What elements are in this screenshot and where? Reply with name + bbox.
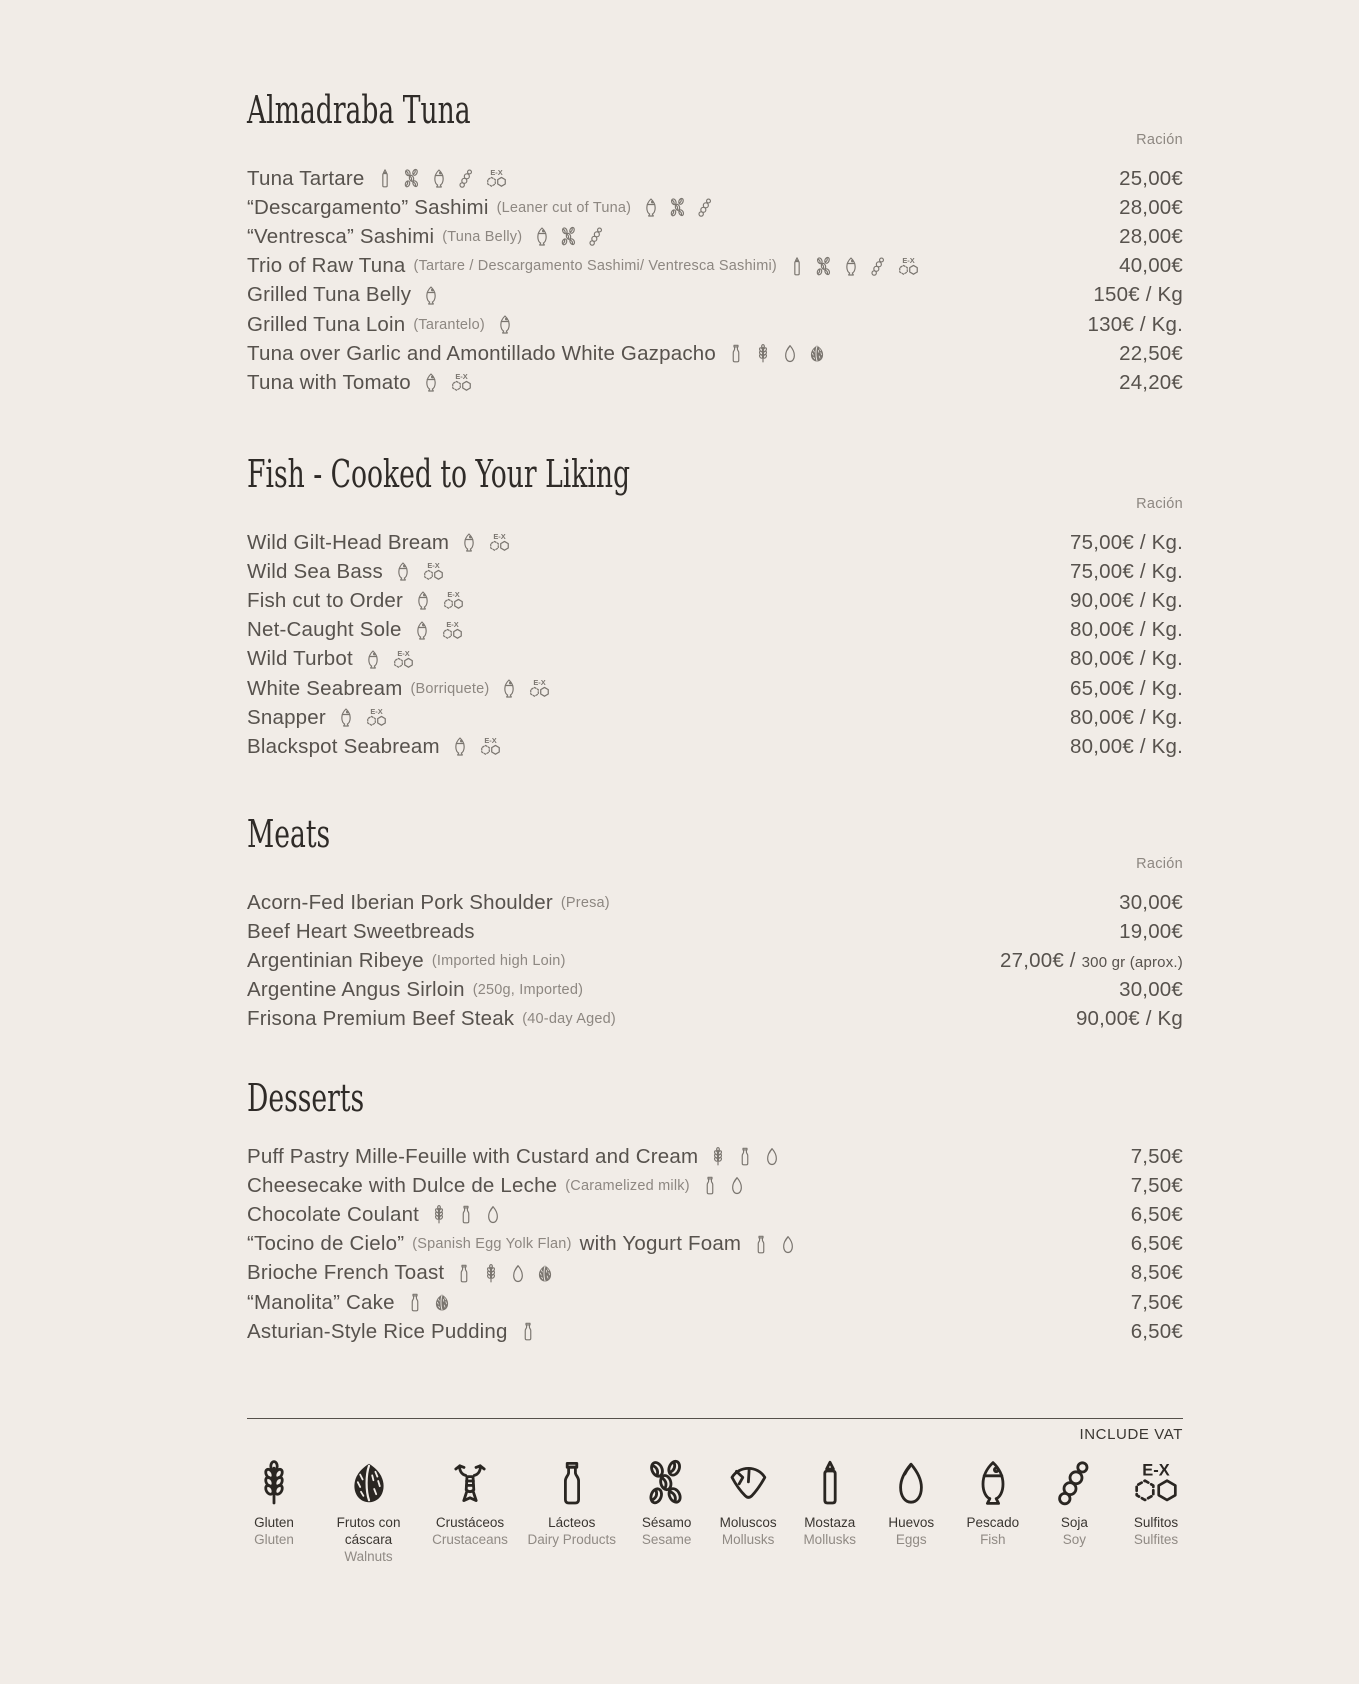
legend-label-en: Sesame (641, 1532, 692, 1547)
item-name: White Seabream (247, 676, 403, 700)
item-name: Fish cut to Order (247, 588, 404, 612)
legend-item-sulfites (1125, 1456, 1187, 1548)
legend-item-mustard (799, 1456, 861, 1548)
allergen-icons (375, 168, 510, 189)
legend-label-es: Lácteos (548, 1515, 596, 1530)
item-price: 75,00€ / Kg. (1070, 559, 1183, 583)
legend-icon-box (1050, 1456, 1098, 1508)
item-price: 80,00€ / Kg. (1070, 647, 1183, 671)
item-price: 75,00€ / Kg. (1070, 530, 1183, 554)
item-name: Asturian-Style Rice Pudding (247, 1319, 508, 1343)
soy-icon (868, 256, 888, 277)
menu-item (247, 310, 1183, 339)
menu-item (247, 703, 1183, 732)
legend-item-soy (1043, 1456, 1105, 1548)
allergen-icons (641, 197, 715, 218)
sulfites-icon (448, 372, 475, 393)
milk-icon (735, 1146, 755, 1167)
item-name: Brioche French Toast (247, 1261, 445, 1285)
item-price: 7,50€ (1130, 1290, 1183, 1314)
menu-item (247, 888, 1183, 917)
item-note: (Presa) (560, 894, 610, 911)
item-note: (Caramelized milk) (565, 1177, 690, 1194)
section-title: Meats (247, 812, 331, 856)
footer-divider (247, 1418, 1183, 1419)
allergen-icons (413, 590, 467, 611)
allergen-legend (243, 1456, 1187, 1565)
fish-icon (336, 707, 356, 728)
menu-item (247, 1005, 1183, 1034)
item-name: “Ventresca” Sashimi (247, 224, 435, 248)
item-price: 6,50€ (1130, 1232, 1183, 1256)
gluten-icon (753, 343, 773, 364)
fish-icon (841, 256, 861, 277)
menu-item (247, 976, 1183, 1005)
item-price: 7,50€ (1130, 1144, 1183, 1168)
section-meats (247, 812, 1183, 1034)
legend-icon-box (1127, 1456, 1185, 1508)
menu-item (247, 1259, 1183, 1288)
fish-icon (363, 649, 383, 670)
allergen-icons (421, 372, 475, 393)
racion-column-header: Ración (1136, 496, 1183, 512)
legend-item-sesame (636, 1456, 698, 1548)
section-title: Almadraba Tuna (247, 88, 471, 132)
legend-label-es: Pescado (966, 1515, 1020, 1530)
mustard-icon (806, 1458, 854, 1508)
milk-icon (456, 1204, 476, 1225)
gluten-icon (481, 1263, 501, 1284)
sulfites-icon (477, 736, 504, 757)
egg-icon (780, 343, 800, 364)
allergen-icons (450, 736, 504, 757)
menu-item (247, 339, 1183, 368)
item-price: 30,00€ (1119, 978, 1183, 1002)
sesame-icon (814, 256, 834, 277)
item-note: (Leaner cut of Tuna) (496, 199, 632, 216)
menu-item (247, 252, 1183, 281)
sesame-icon (643, 1458, 691, 1508)
mustard-icon (375, 168, 395, 189)
menu-item (247, 1171, 1183, 1200)
item-name: Net-Caught Sole (247, 618, 402, 642)
item-name: Tuna Tartare (247, 166, 365, 190)
walnut-icon (535, 1263, 555, 1284)
item-price: 80,00€ / Kg. (1070, 618, 1183, 642)
fish-icon (429, 168, 449, 189)
legend-label-en: Sulfites (1133, 1532, 1179, 1547)
include-vat-note: INCLUDE VAT (1079, 1426, 1183, 1443)
racion-column-header: Ración (1136, 856, 1183, 872)
menu-item (247, 645, 1183, 674)
sulfites-icon (439, 620, 466, 641)
egg-icon (483, 1204, 503, 1225)
menu-item (247, 1288, 1183, 1317)
item-name: Snapper (247, 705, 326, 729)
milk-icon (548, 1458, 596, 1508)
menu-item (247, 732, 1183, 761)
legend-item-crustacean (432, 1456, 508, 1548)
egg-icon (887, 1458, 935, 1508)
legend-label-es: Mostaza (804, 1515, 856, 1530)
fish-icon (641, 197, 661, 218)
legend-label-en: Fish (980, 1532, 1006, 1547)
soy-icon (695, 197, 715, 218)
legend-label-es: Sésamo (641, 1515, 692, 1530)
gluten-icon (708, 1146, 728, 1167)
legend-icon-box (446, 1456, 494, 1508)
legend-label-es: Frutos con cáscara (336, 1515, 401, 1547)
legend-icon-box (250, 1456, 298, 1508)
milk-icon (518, 1321, 538, 1342)
sulfites-icon (363, 707, 390, 728)
menu-item (247, 281, 1183, 310)
item-name: Argentinian Ribeye (247, 948, 424, 972)
legend-item-walnut (325, 1456, 413, 1565)
item-name: Cheesecake with Dulce de Leche (247, 1173, 558, 1197)
item-price: 24,20€ (1119, 370, 1183, 394)
section-title: Desserts (247, 1076, 365, 1120)
egg-icon (778, 1234, 798, 1255)
walnut-icon (345, 1458, 393, 1508)
allergen-icons (405, 1292, 452, 1313)
item-name: Wild Turbot (247, 647, 353, 671)
legend-label-es: Gluten (254, 1515, 294, 1530)
item-price: 25,00€ (1119, 166, 1183, 190)
fish-icon (413, 590, 433, 611)
allergen-icons (708, 1146, 782, 1167)
item-name: “Descargamento” Sashimi (247, 195, 489, 219)
legend-label-en: Soy (1062, 1532, 1087, 1547)
sulfites-icon (526, 678, 553, 699)
item-price: 80,00€ / Kg. (1070, 705, 1183, 729)
item-price: 27,00€ / 300 gr (aprox.) (1000, 948, 1183, 972)
item-note: (Imported high Loin) (431, 952, 566, 969)
legend-label-en: Eggs (895, 1532, 927, 1547)
item-name: “Manolita” Cake (247, 1290, 395, 1314)
item-price: 7,50€ (1130, 1173, 1183, 1197)
gluten-icon (250, 1458, 298, 1508)
allergen-icons (532, 226, 606, 247)
item-price: 30,00€ (1119, 890, 1183, 914)
soy-icon (456, 168, 476, 189)
legend-label-en: Mollusks (803, 1532, 856, 1547)
legend-icon-box (887, 1456, 935, 1508)
sulfites-icon (420, 561, 447, 582)
soy-icon (1050, 1458, 1098, 1508)
egg-icon (727, 1175, 747, 1196)
sulfites-icon (486, 532, 513, 553)
menu-item (247, 1230, 1183, 1259)
walnut-icon (432, 1292, 452, 1313)
fish-icon (969, 1458, 1017, 1508)
menu-item (247, 1317, 1183, 1346)
sesame-icon (402, 168, 422, 189)
allergen-icons (751, 1234, 798, 1255)
item-name: Beef Heart Sweetbreads (247, 919, 475, 943)
item-name: Grilled Tuna Belly (247, 283, 412, 307)
item-price: 6,50€ (1130, 1319, 1183, 1343)
allergen-icons (412, 620, 466, 641)
allergen-icons (429, 1204, 503, 1225)
sulfites-icon (440, 590, 467, 611)
menu-item (247, 528, 1183, 557)
legend-label-en: Crustaceans (432, 1532, 508, 1547)
allergen-icons (336, 707, 390, 728)
fish-icon (393, 561, 413, 582)
allergen-icons (454, 1263, 555, 1284)
item-note: (Tarantelo) (413, 316, 485, 333)
soy-icon (586, 226, 606, 247)
milk-icon (726, 343, 746, 364)
legend-icon-box (345, 1456, 393, 1508)
item-price: 28,00€ (1119, 195, 1183, 219)
fish-icon (495, 314, 515, 335)
item-name: “Tocino de Cielo” (247, 1232, 405, 1256)
legend-label-es: Crustáceos (435, 1515, 505, 1530)
milk-icon (700, 1175, 720, 1196)
milk-icon (454, 1263, 474, 1284)
allergen-icons (459, 532, 513, 553)
section-fish (247, 452, 1183, 762)
item-name: Chocolate Coulant (247, 1202, 420, 1226)
item-name: Tuna over Garlic and Amontillado White Gazpacho (247, 341, 716, 365)
racion-column-header: Ración (1136, 132, 1183, 148)
fish-icon (421, 372, 441, 393)
item-name: Puff Pastry Mille-Feuille with Custard and Cream (247, 1144, 699, 1168)
item-price: 22,50€ (1119, 341, 1183, 365)
sulfites-icon (483, 168, 510, 189)
legend-item-gluten (243, 1456, 305, 1548)
legend-icon-box (548, 1456, 596, 1508)
egg-icon (508, 1263, 528, 1284)
item-price: 130€ / Kg. (1087, 312, 1183, 336)
fish-icon (459, 532, 479, 553)
item-name: Trio of Raw Tuna (247, 254, 406, 278)
menu-item (247, 222, 1183, 251)
legend-item-fish (962, 1456, 1024, 1548)
item-name: Frisona Premium Beef Steak (247, 1007, 515, 1031)
menu-item (247, 917, 1183, 946)
item-name: Tuna with Tomato (247, 370, 411, 394)
allergen-icons (518, 1321, 538, 1342)
item-price: 65,00€ / Kg. (1070, 676, 1183, 700)
menu-item (247, 164, 1183, 193)
legend-label-es: Sulfitos (1133, 1515, 1179, 1530)
allergen-icons (499, 678, 553, 699)
menu-item (247, 946, 1183, 975)
allergen-icons (726, 343, 827, 364)
fish-icon (532, 226, 552, 247)
item-name: Wild Sea Bass (247, 559, 383, 583)
fish-icon (421, 285, 441, 306)
item-name-suffix: with Yogurt Foam (579, 1232, 742, 1256)
menu-item (247, 368, 1183, 397)
item-price-note: 300 gr (aprox.) (1081, 953, 1183, 971)
item-price: 80,00€ / Kg. (1070, 734, 1183, 758)
allergen-icons (495, 314, 515, 335)
legend-label-en: Dairy Products (527, 1532, 617, 1547)
item-note: (Spanish Egg Yolk Flan) (412, 1236, 572, 1253)
item-note: (Tartare / Descargamento Sashimi/ Ventresca Sashimi) (413, 258, 777, 275)
legend-item-egg (880, 1456, 942, 1548)
menu-item (247, 193, 1183, 222)
fish-icon (412, 620, 432, 641)
item-price: 90,00€ / Kg (1075, 1007, 1183, 1031)
sulfites-icon (895, 256, 922, 277)
item-price: 40,00€ (1119, 254, 1183, 278)
walnut-icon (807, 343, 827, 364)
item-name: Blackspot Seabream (247, 734, 440, 758)
fish-icon (499, 678, 519, 699)
milk-icon (405, 1292, 425, 1313)
sulfites-icon (1127, 1458, 1185, 1508)
legend-item-milk (527, 1456, 616, 1548)
item-note: (250g, Imported) (472, 982, 584, 999)
item-name: Argentine Angus Sirloin (247, 978, 465, 1002)
allergen-icons (787, 256, 922, 277)
item-name: Grilled Tuna Loin (247, 312, 406, 336)
legend-icon-box (969, 1456, 1017, 1508)
item-price: 90,00€ / Kg. (1070, 588, 1183, 612)
item-price: 6,50€ (1130, 1202, 1183, 1226)
egg-icon (762, 1146, 782, 1167)
allergen-icons (421, 285, 441, 306)
menu-item (247, 1142, 1183, 1171)
legend-label-es: Huevos (888, 1515, 935, 1530)
legend-label-en: Gluten (254, 1532, 294, 1547)
item-note: (40-day Aged) (522, 1011, 616, 1028)
menu-item (247, 557, 1183, 586)
item-price: 19,00€ (1119, 919, 1183, 943)
menu-item (247, 674, 1183, 703)
sesame-icon (559, 226, 579, 247)
legend-label-es: Moluscos (719, 1515, 777, 1530)
allergen-icons (363, 649, 417, 670)
legend-label-en: Walnuts (344, 1549, 393, 1564)
sesame-icon (668, 197, 688, 218)
item-price: 8,50€ (1130, 1261, 1183, 1285)
item-name: Acorn-Fed Iberian Pork Shoulder (247, 890, 553, 914)
crustacean-icon (446, 1458, 494, 1508)
allergen-icons (393, 561, 447, 582)
fish-icon (450, 736, 470, 757)
mollusk-icon (724, 1458, 772, 1508)
legend-label-en: Mollusks (721, 1532, 775, 1547)
allergen-icons (700, 1175, 747, 1196)
gluten-icon (429, 1204, 449, 1225)
mustard-icon (787, 256, 807, 277)
legend-icon-box (806, 1456, 854, 1508)
milk-icon (751, 1234, 771, 1255)
item-price: 150€ / Kg (1093, 283, 1183, 307)
menu-item (247, 1200, 1183, 1229)
menu-item (247, 586, 1183, 615)
sulfites-icon (390, 649, 417, 670)
item-price: 28,00€ (1119, 224, 1183, 248)
section-title: Fish - Cooked to Your Liking (247, 452, 631, 496)
section-desserts (247, 1076, 1183, 1346)
legend-label-es: Soja (1060, 1515, 1088, 1530)
legend-icon-box (643, 1456, 691, 1508)
section-almadraba-tuna (247, 88, 1183, 398)
legend-icon-box (724, 1456, 772, 1508)
menu-item (247, 616, 1183, 645)
item-note: (Borriquete) (410, 680, 490, 697)
item-name: Wild Gilt-Head Bream (247, 530, 450, 554)
legend-item-mollusk (717, 1456, 779, 1548)
item-note: (Tuna Belly) (442, 228, 523, 245)
